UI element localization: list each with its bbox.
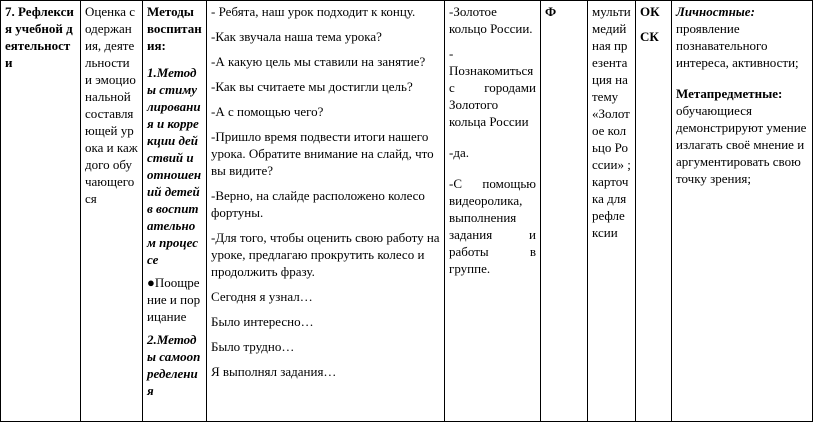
teacher-line: Я выполнял задания…	[211, 364, 337, 379]
form-cell	[541, 1, 588, 422]
student-activity-cell	[445, 1, 541, 422]
student-line: -да.	[449, 145, 469, 160]
teacher-line: Сегодня я узнал…	[211, 289, 313, 304]
stage-cell	[1, 1, 81, 422]
methods-bullet: ●Поощрение и порицание	[147, 275, 201, 324]
form-value: Ф	[545, 4, 557, 19]
assessment-text: Оценка содержания, деятельности и эмоциональной составляющей урока и каждого обучающегося	[85, 4, 138, 206]
meta-text: обучающиеся демонстрируют умение излагать своё мнение и аргументировать свою точку зрения;	[676, 103, 807, 186]
methods-item-1: 1.Методы стимулирования и коррекции действий и отношений детей в воспитательном процессе	[147, 65, 202, 267]
teacher-line: -Как звучала наша тема урока?	[211, 29, 382, 44]
resources-text: мультимедийная презентация на тему «Золотое кольцо России» ;карточка для рефлексии	[592, 4, 631, 240]
teacher-line: Было трудно…	[211, 339, 295, 354]
stage-title: 7. Рефлексия учебной деятельности	[5, 4, 74, 70]
methods-heading: Методы воспитания:	[147, 4, 202, 53]
student-line: - Познакомиться с городами Золотого кольца России	[449, 46, 536, 129]
table-row	[1, 1, 813, 422]
personal-text: проявление познавательного интереса, активности;	[676, 21, 799, 70]
meta-heading: Метапредметные:	[676, 86, 783, 101]
results-cell	[672, 1, 813, 422]
methods-item-2: 2.Методы самоопределения	[147, 332, 201, 398]
teacher-line: -Пришло время подвести итоги нашего урока. Обратите внимание на слайд, что вы видите?	[211, 129, 434, 178]
teacher-line: Было интересно…	[211, 314, 314, 329]
control-item-ok: ОК	[640, 4, 660, 19]
teacher-line: -А с помощью чего?	[211, 104, 324, 119]
control-cell	[636, 1, 672, 422]
teacher-line: -Как вы считаете мы достигли цель?	[211, 79, 413, 94]
student-line: -С помощью видеоролика, выполнения задания и работы в группе.	[449, 176, 536, 276]
student-line: -Золотое кольцо России.	[449, 4, 533, 36]
teacher-line: - Ребята, наш урок подходит к концу.	[211, 4, 416, 19]
personal-heading: Личностные:	[676, 4, 755, 19]
teacher-line: -А какую цель мы ставили на занятие?	[211, 54, 426, 69]
teacher-activity-cell	[207, 1, 445, 422]
resources-cell	[588, 1, 636, 422]
teacher-line: -Для того, чтобы оценить свою работу на уроке, предлагаю прокрутить колесо и продолжить фразу.	[211, 230, 440, 279]
methods-cell	[143, 1, 207, 422]
assessment-cell	[81, 1, 143, 422]
control-item-sk: СК	[640, 29, 659, 44]
teacher-line: -Верно, на слайде расположено колесо фортуны.	[211, 188, 425, 220]
